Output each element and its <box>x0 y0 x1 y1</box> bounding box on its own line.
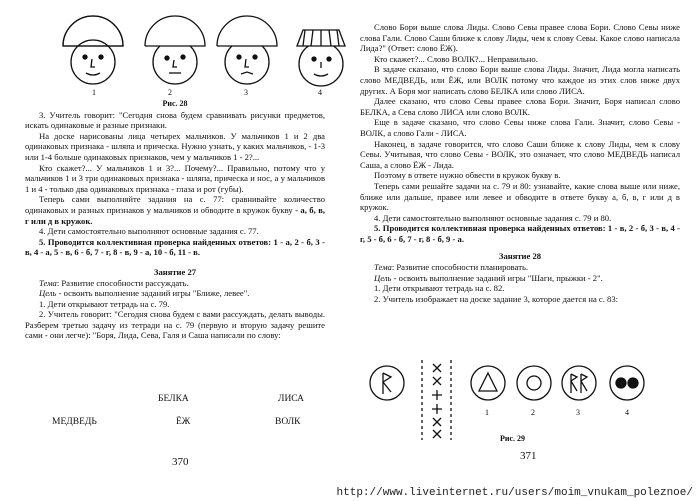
paragraph: Кто скажет?... У мальчиков 1 и 3?... Почему?... Правильно, потому что у мальчиков 1 и 3 три одинаковых признака - шляпа, прическа и нос, а у мальчиков 1 и 4 - только два одинаковых признака - глаза и рот (губы). <box>25 162 325 194</box>
paragraph: Теперь сами решайте задачи на с. 79 и 80: узнавайте, какие слова выше или ниже, ближе или дальше, правее или левее и обводите в ответе букву а, б, в, г или д в кружок. <box>360 180 680 213</box>
paragraph: 4. Дети самостоятельно выполняют основные задания с. 79 и 80. <box>374 212 612 223</box>
goal: Цель - освоить выполнение заданий игры "Ближе, левее". <box>39 288 250 299</box>
answers: 5. Проводится коллективная проверка найденных ответов: 1 - а, 2 - б, 3 - в, 4 - а, 5 - в, 6 - б, 7 - г, 8 - в, 9 - а, 10 - б, 11 - в. <box>25 236 325 258</box>
face-3 <box>217 16 277 84</box>
paragraph: Наконец, в задаче говорится, что слово Саши ближе к слову Лиды, чем к слову Севы. Учитывая, что слово Севы - ВОЛК, это означает, что слово МЕДВЕДЬ написал Саша, а слово ЁЖ - Лида. <box>360 138 680 170</box>
paragraph: В задаче сказано, что слово Бори выше слова Лиды. Значит, Лида могла написать слово МЕДВЕДЬ, или ЁЖ, или ВОЛК потому что каждое из этих слов ниже двух других. А Боря мог написать слово БЕЛКА или слово ЛИСА. <box>360 64 680 96</box>
paragraph: 3. Учитель говорит: "Сегодня снова будем сравнивать рисунки предметов, искать одинаковые и разные признаки. <box>25 109 325 131</box>
triangle-circle-icon <box>471 366 505 400</box>
word-volk: ВОЛК <box>275 417 301 427</box>
topic: Тема: Развитие способности планировать. <box>374 262 529 273</box>
symbol-number-2: 2 <box>531 408 535 417</box>
symbol-number-4: 4 <box>625 408 629 417</box>
word-lisa: ЛИСА <box>278 394 305 404</box>
face-number-4: 4 <box>318 88 322 97</box>
ring-circle-icon <box>517 366 551 400</box>
face-2 <box>145 16 205 84</box>
step-2: 2. Учитель говорит: "Сегодня снова будем с вами рассуждать, делать выводы. Разберем третью задачу из тетради на с. 79 (первую и вторую задачу решите сами - они легче): "Боря, Лида, Сева, Галя и Саша написали по слову: <box>25 309 325 341</box>
step-1: 1. Дети открывают тетрадь на с. 79. <box>39 298 170 309</box>
goal: Цель - освоить выполнение заданий игры "Шаги, прыжки - 2". <box>374 272 603 283</box>
word-medved: МЕДВЕДЬ <box>52 417 97 427</box>
paragraph: Еще в задаче сказано, что слово Севы ниже слова Гали. Значит, слово Севы - ВОЛК, а слово Гали - ЛИСА. <box>360 117 680 138</box>
two-dots-circle-icon <box>610 366 644 400</box>
step-sequence-icon <box>432 364 442 438</box>
paragraph: 4. Дети самостоятельно выполняют основные задания с. 77. <box>39 226 259 237</box>
rune-circle-icon <box>370 366 404 400</box>
face-number-3: 3 <box>244 88 248 97</box>
watermark-url: http://www.liveinternet.ru/users/moim_vnukam_poleznoe/ <box>336 487 693 499</box>
paragraph: Поэтому в ответе нужно обвести в кружок букву в. <box>374 170 561 181</box>
face-1 <box>63 16 123 84</box>
lesson-28-title: Занятие 28 <box>498 251 542 262</box>
paragraph: Слово Бори выше слова Лиды. Слово Севы правее слова Бори. Слово Севы ниже слова Гали. Слово Саши ближе к слову Лиды, чем к слову Севы. Какое слово написала Лида?" (Ответ: слово ЁЖ). <box>360 22 680 54</box>
right-text-column <box>360 22 680 304</box>
face-4 <box>297 30 345 86</box>
symbol-number-3: 3 <box>576 408 580 417</box>
answers: 5. Проводится коллективная проверка найденных ответов: 1 - в, 2 - б, 3 - в, 4 - г, 5 - б, 6 - б, 7 - г, 8 - б, 9 - а. <box>360 223 680 244</box>
paragraph: Кто скажет?... Слово ВОЛК?... Неправильно. <box>374 53 538 64</box>
paragraph: Далее сказано, что слово Севы правее слова Бори. Значит, Боря написал слово БЕЛКА, а Сева слово ЛИСА или слово ВОЛК. <box>360 96 680 117</box>
symbols-figure <box>360 360 680 440</box>
face-number-2: 2 <box>168 88 172 97</box>
word-ezh: ЁЖ <box>176 417 191 427</box>
right-page <box>350 0 699 501</box>
lesson-27-title: Занятие 27 <box>153 266 197 277</box>
figure-caption-29: Рис. 29 <box>500 434 526 443</box>
step-1: 1. Дети открывают тетрадь на с. 82. <box>374 283 505 294</box>
paragraph: На доске нарисованы лица четырех мальчиков. У мальчиков 1 и 2 два одинаковых признака - шляпа и прическа. Нужно узнать, у каких мальчиков, - 1-3 или 1-4 больше одинаковых признаков, чем у мальчиков 1 - 2?... <box>25 130 325 162</box>
symbol-number-1: 1 <box>485 408 489 417</box>
double-rune-circle-icon <box>562 366 596 400</box>
word-belka: БЕЛКА <box>158 394 189 404</box>
topic: Тема: Развитие способности рассуждать. <box>39 277 189 288</box>
page-number-371: 371 <box>520 450 537 462</box>
step-2: 2. Учитель изображает на доске задание 3, которое дается на с. 83: <box>374 293 619 304</box>
face-number-1: 1 <box>92 88 96 97</box>
figure-caption-28: Рис. 28 <box>162 99 188 108</box>
paragraph: Теперь сами выполняйте задания на с. 77: сравнивайте количество одинаковых и разных признаков у мальчиков и обводите в кружок букву - а, б, в, г или д в кружок. <box>25 194 325 226</box>
left-text-column <box>25 99 325 341</box>
faces-figure <box>25 6 325 106</box>
page-number-370: 370 <box>172 456 189 468</box>
